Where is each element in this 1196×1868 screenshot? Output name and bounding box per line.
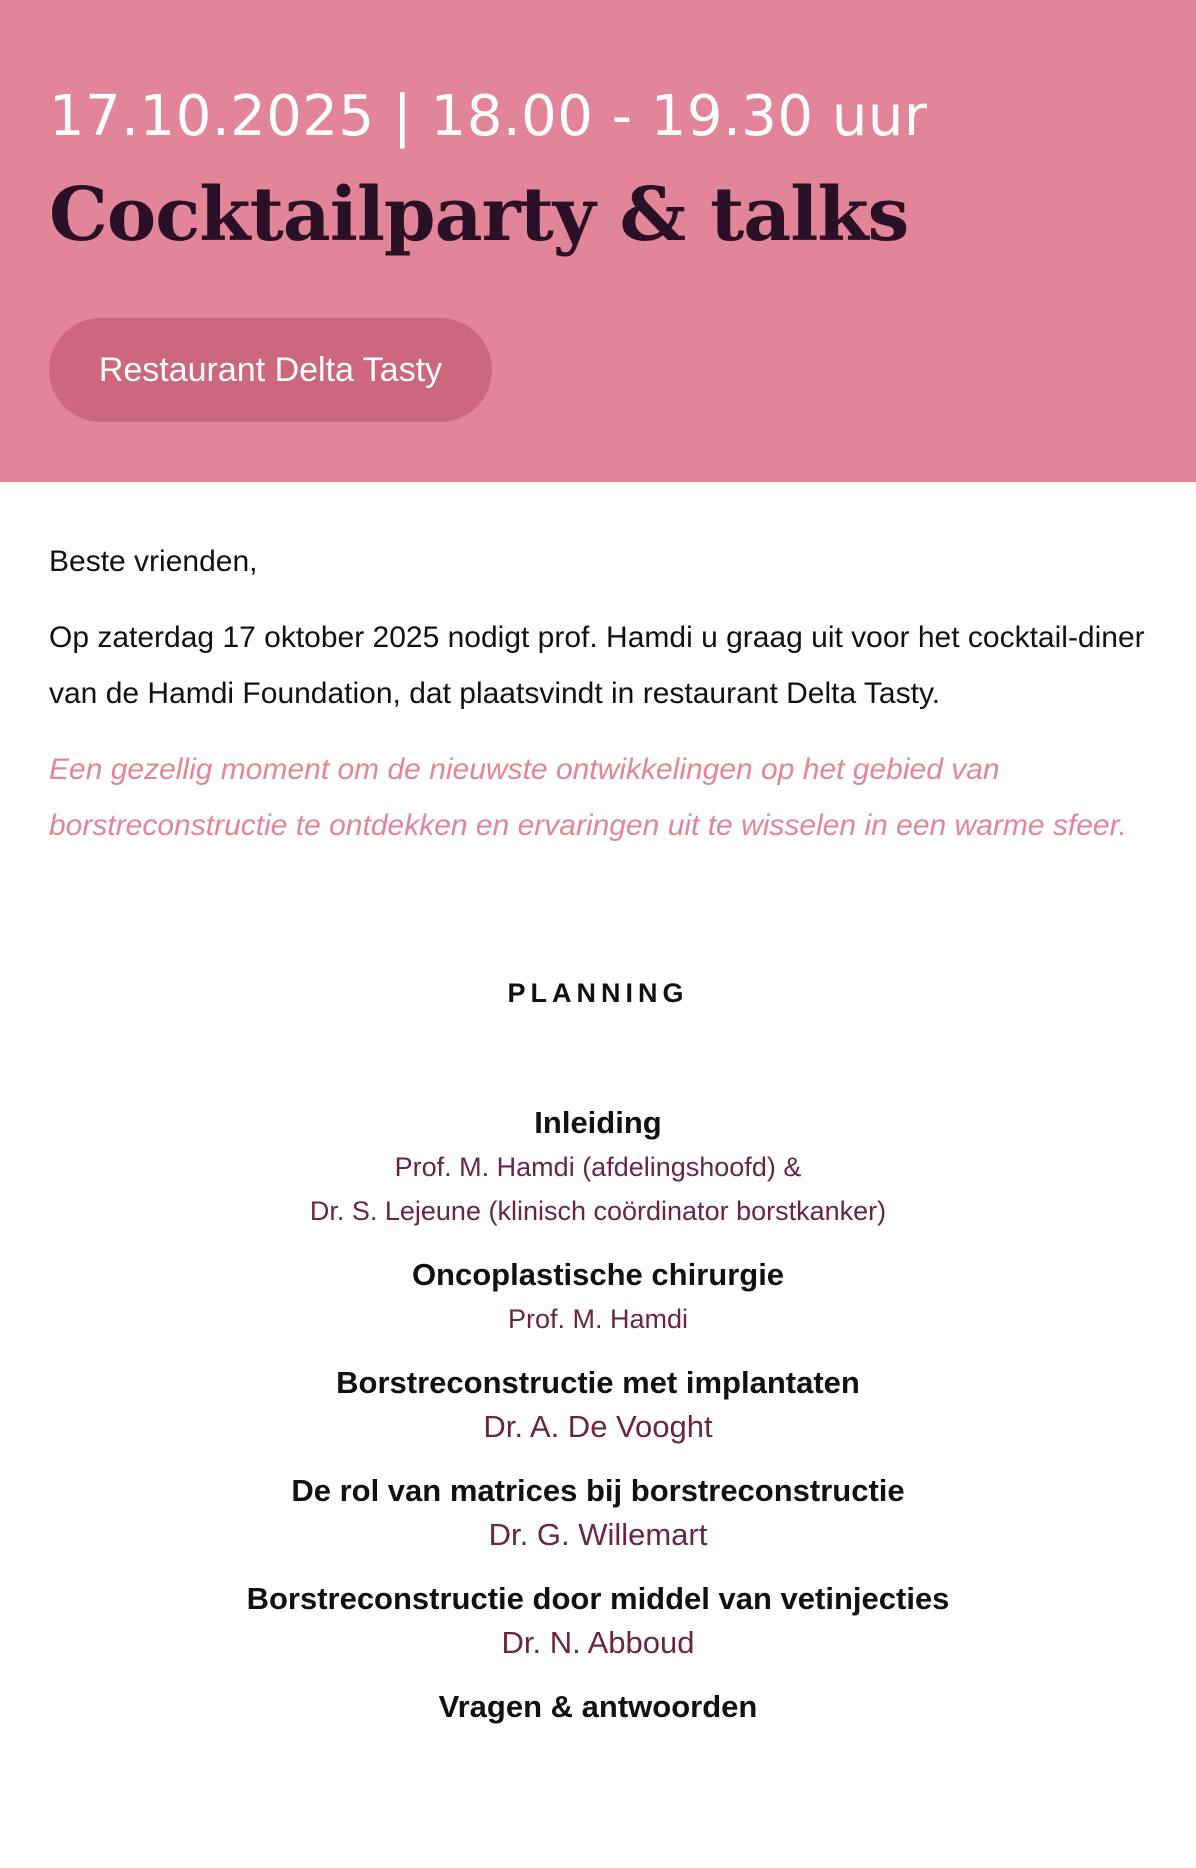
program-item-implantaten: [49, 1361, 1147, 1449]
event-title: Cocktailparty & talks: [49, 172, 909, 258]
program-speaker: Prof. M. Hamdi (afdelingshoofd) &: [394, 1152, 802, 1182]
invitation-text: Op zaterdag 17 oktober 2025 nodigt prof. Hamdi u graag uit voor het cocktail-diner van de Hamdi Foundation, dat plaatsvindt in restaurant Delta Tasty.: [49, 621, 1145, 710]
program-speaker: Dr. S. Lejeune (klinisch coördinator borstkanker): [309, 1196, 887, 1226]
program-speaker: Prof. M. Hamdi: [507, 1304, 689, 1334]
tagline: Een gezellig moment om de nieuwste ontwikkelingen op het gebied van borstreconstructie te ontdekken en ervaringen uit te wisselen in een warme sfeer.: [49, 753, 1127, 842]
program-item-inleiding: [49, 1101, 1147, 1233]
program-title: Inleiding: [534, 1105, 662, 1140]
program-title: De rol van matrices bij borstreconstructie: [291, 1473, 905, 1508]
program-item-vetinjecties: [49, 1577, 1147, 1665]
program-title: Vragen & antwoorden: [438, 1689, 758, 1724]
venue-button[interactable]: Restaurant Delta Tasty: [49, 318, 492, 422]
invitation-content: [0, 482, 1196, 1729]
program-speaker: Dr. N. Abboud: [501, 1625, 695, 1660]
event-header: [0, 0, 1196, 482]
event-date-time: 17.10.2025 | 18.00 - 19.30 uur: [49, 84, 928, 149]
program-item-matrices: [49, 1469, 1147, 1557]
program-speaker: Dr. A. De Vooght: [483, 1409, 713, 1444]
greeting: Beste vrienden,: [49, 545, 258, 578]
program-title: Borstreconstructie met implantaten: [336, 1365, 860, 1400]
planning-heading: PLANNING: [507, 978, 689, 1008]
program-title: Oncoplastische chirurgie: [411, 1257, 785, 1292]
program-title: Borstreconstructie door middel van vetinjecties: [246, 1581, 950, 1616]
program-item-vragen-antwoorden: [49, 1685, 1147, 1729]
program-speaker: Dr. G. Willemart: [488, 1517, 708, 1552]
program-list: [49, 1101, 1147, 1729]
program-item-oncoplastische-chirurgie: [49, 1253, 1147, 1341]
